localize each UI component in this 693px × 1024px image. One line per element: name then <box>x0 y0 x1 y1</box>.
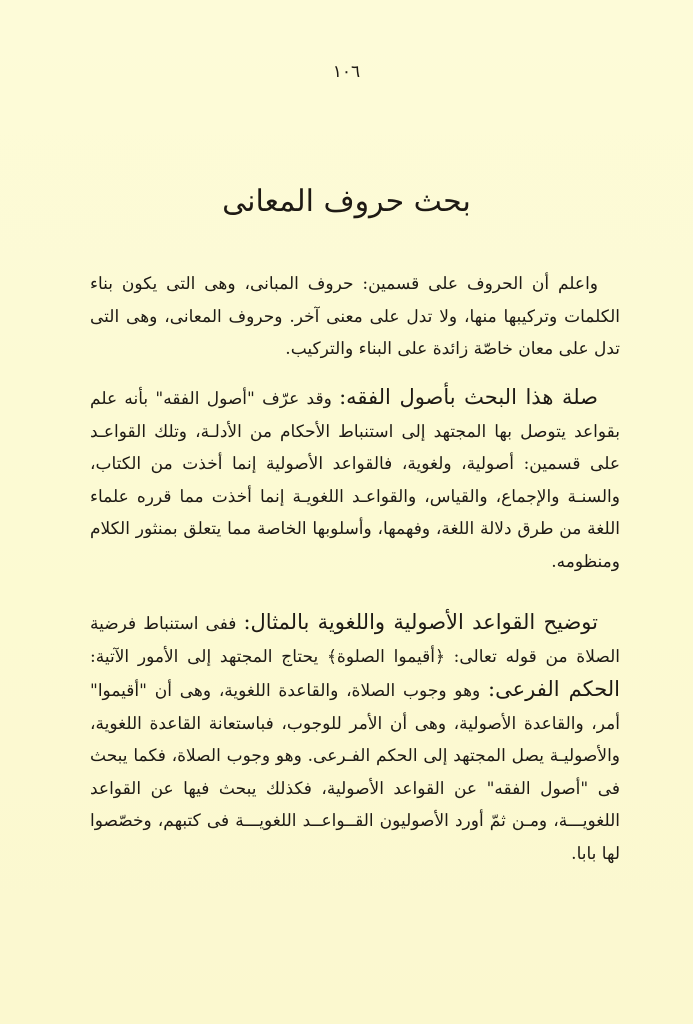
paragraph-text: وقد عرّف "أصول الفقه" بأنه علم بقواعد يتوصل بها المجتهد إلى استنباط الأحكام من الأدلـة، وتلك القواعـد على قسمين: أصولية، ولغوية، فالقواعد الأصولية إنما أخذت من الكتاب، والسنـة والإجماع، والقياس، والقواعـد اللغويـة إنما أخذت مما قرره علماء اللغة من طرق دلالة اللغة، وفهمها، وأسلوبها الخاصة مما يتعلق بمنثور الكلام ومنظومه. <box>90 389 620 572</box>
paragraph-heading: صلة هذا البحث بأصول الفقه: <box>339 385 598 409</box>
paragraph-text-continued: وهو وجوب الصلاة، والقاعدة اللغوية، وهى أن "أقيموا" أمر، والقاعدة الأصولية، وهى أن الأمر للوجوب، فباستعانة القاعدة اللغوية، والأصوليـة يصل المجتهد إلى الحكم الفـرعى. وهو وجوب الصلاة، فكما يبحث فى "أصول الفقه" عن القواعد الأصولية، فكذلك يبحث فيها عن القواعد اللغويـــة، ومـن ثمّ أورد الأصوليون القــواعــد اللغويـــة فى كتبهم، وخصّصوا لها بابا. <box>90 681 620 864</box>
chapter-title: بحث حروف المعانى <box>222 184 471 220</box>
paragraph-text: واعلم أن الحروف على قسمين: حروف المبانى، وهى التى يكون بناء الكلمات وتركيبها منها، ولا تدل على معنى آخر. وحروف المعانى، وهى التى تدل على معان خاصّة زائدة على البناء والتركيب. <box>90 274 621 359</box>
paragraph-intro <box>90 268 620 366</box>
paragraph-body <box>90 381 620 578</box>
paragraph-heading: توضيح القواعد الأصولية واللغوية بالمثال: <box>243 610 598 634</box>
paragraph-body <box>90 606 620 870</box>
paragraph-text: ففى استنباط فرضية الصلاة من قوله تعالى: ﴿أقيموا الصلوة﴾ يحتاج المجتهد إلى الأمور الآتية: <box>90 614 620 667</box>
page-number: ١٠٦ <box>332 62 361 82</box>
inline-subheading: الحكم الفرعى: <box>488 677 621 701</box>
paragraph-example <box>90 606 620 870</box>
paragraph-relation-to-usul <box>90 381 620 578</box>
